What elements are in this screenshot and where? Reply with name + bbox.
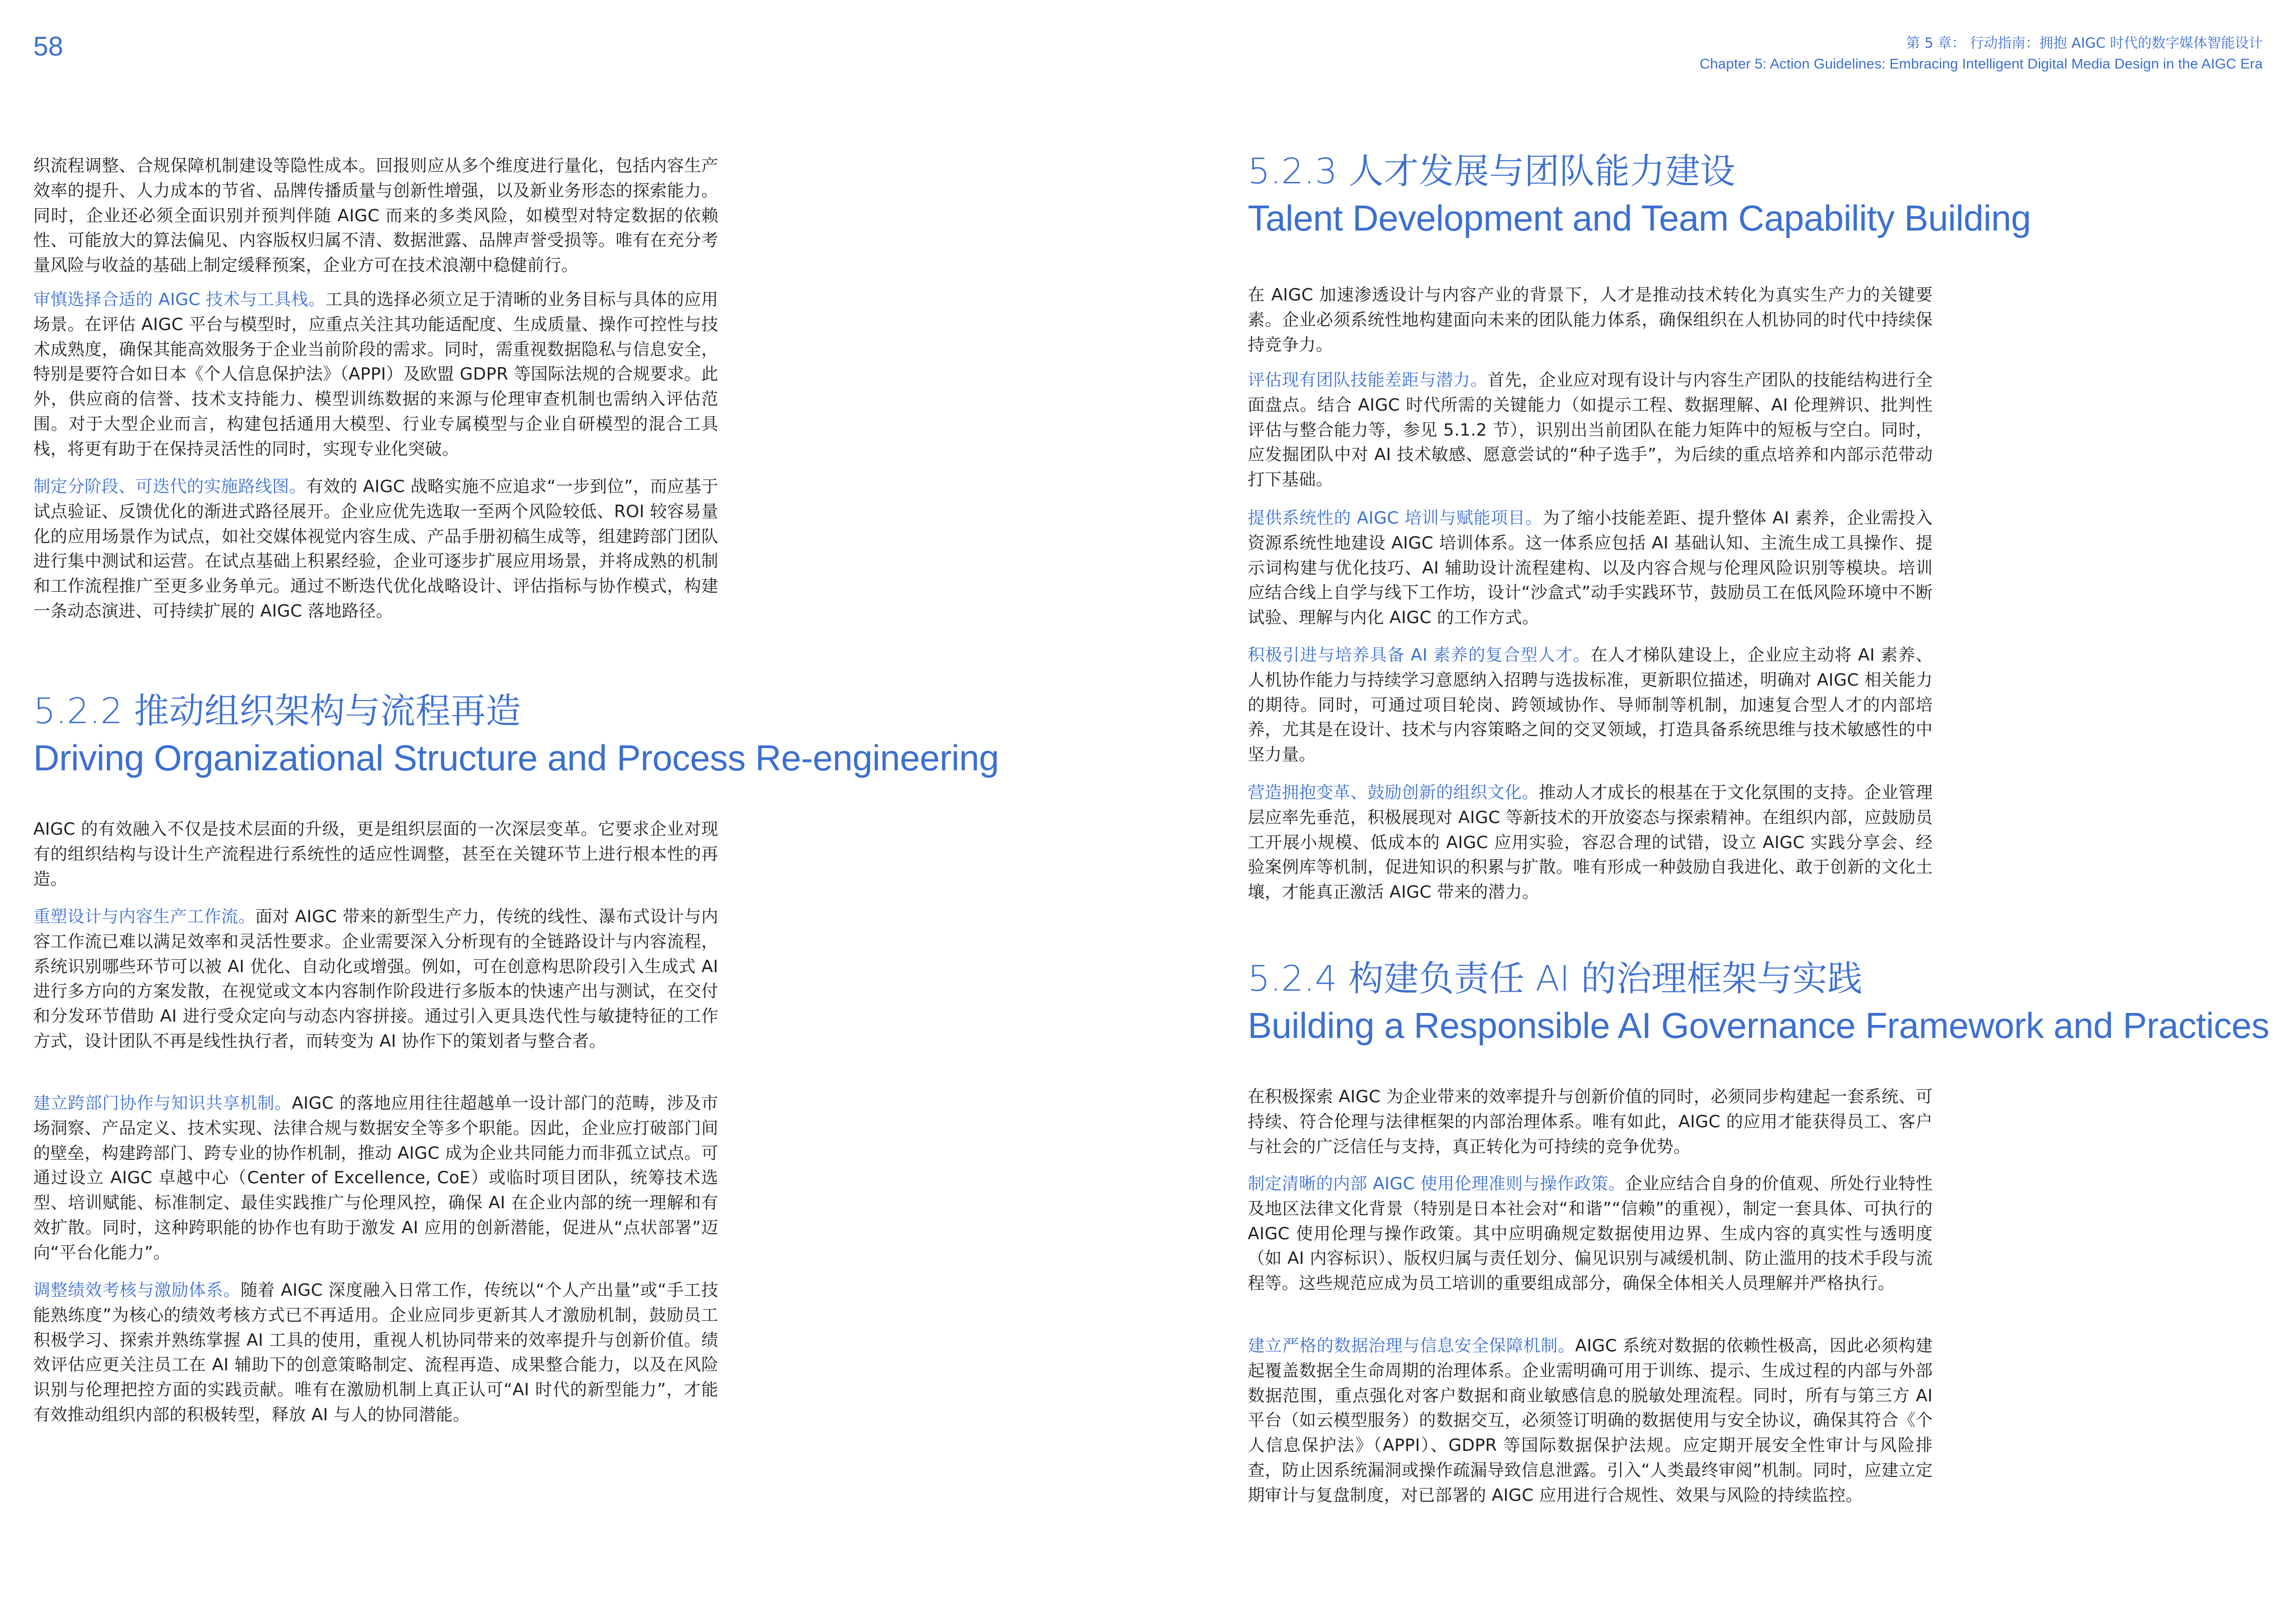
chapter-header (1699, 33, 2263, 74)
training-paragraph (1248, 506, 1933, 630)
paragraph-text: AIGC 的落地应用往往超越单一设计部门的范畴，涉及市场洞察、产品定义、技术实现、法律合规与数据安全等多个职能。因此，企业应打破部门间的壁垒，构建跨部门、跨专业的协作机制，推动 AIGC 成为企业共同能力而非孤立试点。可通过设立 AIGC 卓越中心（Center of Excellence, CoE）或临时项目团队，统筹技术选型、培训赋能、标准制定、最佳实践推广与伦理风控，确保 AI 在企业内部的统一理解和有效扩散。同时，这种跨职能的协作也有助于激发 AI 应用的创新潜能，促进从“点状部署”迈向“平台化能力”。 (33, 1093, 718, 1262)
paragraph-text: 企业应结合自身的价值观、所处行业特性及地区法律文化背景（特别是日本社会对“和谐”“信赖”的重视），制定一套具体、可执行的 AIGC 使用伦理与操作政策。其中应明确规定数据使用边界、生成内容的真实性与透明度（如 AI 内容标识）、版权归属与责任划分、偏见识别与减缓机制、防止滥用的技术手段与流程等。这些规范应成为员工培训的重要组成部分，确保全体相关人员理解并严格执行。 (1248, 1174, 1933, 1293)
section-title-en: Talent Development and Team Capability Building (1248, 198, 2031, 238)
data-governance-paragraph (1248, 1333, 1933, 1508)
paragraph-highlight: 评估现有团队技能差距与潜力。 (1248, 370, 1488, 390)
intro-paragraph (33, 153, 718, 278)
section-5-2-2-heading (33, 688, 999, 781)
paragraph-text: 为了缩小技能差距、提升整体 AI 素养，企业需投入资源系统性地建设 AIGC 培训体系。这一体系应包括 AI 基础认知、主流生成工具操作、提示词构建与优化技巧、AI 辅助设计流程建构、以及内容合规与伦理风险识别等模块。培训应结合线上自学与线下工作坊，设计“沙盒式”动手实践环节，鼓励员工在低风险环境中不断试验、理解与内化 AIGC 的工作方式。 (1248, 508, 1933, 628)
paragraph-text: 在人才梯队建设上，企业应主动将 AI 素养、人机协作能力与持续学习意愿纳入招聘与选拔标准，更新职位描述，明确对 AIGC 相关能力的期待。同时，可通过项目轮岗、跨领域协作、导师制等机制，加速复合型人才的内部培养，尤其是在设计、技术与内容策略之间的交叉领域，打造具备系统思维与技术敏感性的中坚力量。 (1248, 645, 1933, 765)
section-5-2-4-intro (1248, 1084, 1933, 1159)
paragraph-text: 织流程调整、合规保障机制建设等隐性成本。回报则应从多个维度进行量化，包括内容生产效率的提升、人力成本的节省、品牌传播质量与创新性增强，以及新业务形态的探索能力。同时，企业还必须全面识别并预判伴随 AIGC 而来的多类风险，如模型对特定数据的依赖性、可能放大的算法偏见、内容版权归属不清、数据泄露、品牌声誉受损等。唯有在充分考量风险与收益的基础上制定缓释预案，企业方可在技术浪潮中稳健前行。 (33, 156, 718, 275)
paragraph-text: 推动人才成长的根基在于文化氛围的支持。企业管理层应率先垂范，积极展现对 AIGC 等新技术的开放姿态与探索精神。在组织内部，应鼓励员工开展小规模、低成本的 AIGC 应用实验，容忍合理的试错，设立 AIGC 实践分享会、经验案例库等机制，促进知识的积累与扩散。唯有形成一种鼓励自我进化、敢于创新的文化土壤，才能真正激活 AIGC 带来的潜力。 (1248, 782, 1933, 902)
ethics-policy-paragraph (1248, 1171, 1933, 1296)
paragraph-text: AIGC 系统对数据的依赖性极高，因此必须构建起覆盖数据全生命周期的治理体系。企业需明确可用于训练、提示、生成过程的内部与外部数据范围，重点强化对客户数据和商业敏感信息的脱敏处理流程。同时，所有与第三方 AI 平台（如云模型服务）的数据交互，必须签订明确的数据使用与安全协议，确保其符合《个人信息保护法》（APPI）、GDPR 等国际数据保护法规。应定期开展安全性审计与风险排查，防止因系统漏洞或操作疏漏导致信息泄露。引入“人类最终审阅”机制。同时，应建立定期审计与复盘制度，对已部署的 AIGC 应用进行合规性、效果与风险的持续监控。 (1248, 1336, 1933, 1505)
culture-paragraph (1248, 780, 1933, 905)
paragraph-highlight: 制定分阶段、可迭代的实施路线图。 (33, 476, 306, 496)
paragraph-highlight: 提供系统性的 AIGC 培训与赋能项目。 (1248, 508, 1543, 528)
section-title-zh: 5.2.4 构建负责任 AI 的治理框架与实践 (1248, 958, 1863, 999)
talent-paragraph (1248, 643, 1933, 767)
section-title-zh: 5.2.3 人才发展与团队能力建设 (1248, 150, 1736, 192)
paragraph-text: 在 AIGC 加速渗透设计与内容产业的背景下，人才是推动技术转化为真实生产力的关键要素。企业必须系统性地构建面向未来的团队能力体系，确保组织在人机协同的时代中持续保持竞争力。 (1248, 285, 1933, 355)
paragraph-text: AIGC 的有效融入不仅是技术层面的升级，更是组织层面的一次深层变革。它要求企业对现有的组织结构与设计生产流程进行系统性的适应性调整，甚至在关键环节上进行根本性的再造。 (33, 819, 718, 889)
paragraph-highlight: 积极引进与培养具备 AI 素养的复合型人才。 (1248, 645, 1591, 665)
section-5-2-3-heading (1248, 148, 2031, 242)
collaboration-paragraph (33, 1091, 718, 1265)
paragraph-text: 随着 AIGC 深度融入日常工作，传统以“个人产出量”或“手工技能熟练度”为核心的绩效考核方式已不再适用。企业应同步更新其人才激励机制，鼓励员工积极学习、探索并熟练掌握 AI 工具的使用，重视人机协同带来的效率提升与创新价值。绩效评估应更关注员工在 AI 辅助下的创意策略制定、流程再造、成果整合能力，以及在风险识别与伦理把控方面的实践贡献。唯有在激励机制上真正认可“AI 时代的新型能力”，才能有效推动组织内部的积极转型，释放 AI 与人的协同潜能。 (33, 1280, 718, 1424)
paragraph-highlight: 建立跨部门协作与知识共享机制。 (33, 1093, 292, 1113)
section-5-2-3-intro (1248, 282, 1933, 357)
skill-gap-paragraph (1248, 368, 1933, 492)
paragraph-text: 有效的 AIGC 战略实施不应追求“一步到位”，而应基于试点验证、反馈优化的渐进式路径展开。企业应优先选取一至两个风险较低、ROI 较容易量化的应用场景作为试点，如社交媒体视觉内容生成、产品手册初稿生成等，组建跨部门团队进行集中测试和运营。在试点基础上积累经验，企业可逐步扩展应用场景，并将成熟的机制和工作流程推广至更多业务单元。通过不断迭代优化战略设计、评估指标与协作模式，构建一条动态演进、可持续扩展的 AIGC 落地路径。 (33, 476, 718, 621)
page-number: 58 (33, 31, 63, 62)
section-title-en: Building a Responsible AI Governance Framework and Practices (1248, 1005, 2270, 1046)
chapter-title-en: Chapter 5: Action Guidelines: Embracing Intelligent Digital Media Design in the AIGC Era (1699, 56, 2263, 72)
section-title-en: Driving Organizational Structure and Process Re-engineering (33, 737, 999, 778)
paragraph-text: 面对 AIGC 带来的新型生产力，传统的线性、瀑布式设计与内容工作流已难以满足效率和灵活性要求。企业需要深入分析现有的全链路设计与内容流程，系统识别哪些环节可以被 AI 优化、自动化或增强。例如，可在创意构思阶段引入生成式 AI 进行多方向的方案发散，在视觉或文本内容制作阶段进行多版本的快速产出与测试，在交付和分发环节借助 AI 进行受众定向与动态内容拼接。通过引入更具迭代性与敏捷特征的工作方式，设计团队不再是线性执行者，而转变为 AI 协作下的策划者与整合者。 (33, 906, 718, 1051)
workflow-paragraph (33, 904, 718, 1054)
paragraph-text: 在积极探索 AIGC 为企业带来的效率提升与创新价值的同时，必须同步构建起一套系统、可持续、符合伦理与法律框架的内部治理体系。唯有如此，AIGC 的应用才能获得员工、客户与社会的广泛信任与支持，真正转化为可持续的竞争优势。 (1248, 1087, 1933, 1156)
paragraph-highlight: 审慎选择合适的 AIGC 技术与工具栈。 (33, 289, 326, 309)
section-5-2-4-heading (1248, 956, 2269, 1049)
paragraph-highlight: 制定清晰的内部 AIGC 使用伦理准则与操作政策。 (1248, 1174, 1625, 1193)
chapter-title-zh: 第 5 章： 行动指南：拥抱 AIGC 时代的数字媒体智能设计 (1906, 35, 2263, 51)
paragraph-highlight: 建立严格的数据治理与信息安全保障机制。 (1248, 1336, 1575, 1355)
paragraph-highlight: 调整绩效考核与激励体系。 (33, 1280, 241, 1300)
section-5-2-2-intro (33, 817, 718, 891)
section-title-zh: 5.2.2 推动组织架构与流程再造 (33, 690, 521, 731)
paragraph-highlight: 营造拥抱变革、鼓励创新的组织文化。 (1248, 782, 1539, 802)
roadmap-paragraph (33, 474, 718, 624)
performance-paragraph (33, 1278, 718, 1427)
tool-selection-paragraph (33, 287, 718, 462)
paragraph-text: 首先，企业应对现有设计与内容生产团队的技能结构进行全面盘点。结合 AIGC 时代所需的关键能力（如提示工程、数据理解、AI 伦理辨识、批判性评估与整合能力等，参见 5.1.2 节），识别出当前团队在能力矩阵中的短板与空白。同时，应发掘团队中对 AI 技术敏感、愿意尝试的“种子选手”，为后续的重点培养和内部示范带动打下基础。 (1248, 370, 1933, 490)
paragraph-highlight: 重塑设计与内容生产工作流。 (33, 906, 255, 926)
paragraph-text: 工具的选择必须立足于清晰的业务目标与具体的应用场景。在评估 AIGC 平台与模型时，应重点关注其功能适配度、生成质量、操作可控性与技术成熟度，确保其能高效服务于企业当前阶段的需求。同时，需重视数据隐私与信息安全，特别是要符合如日本《个人信息保护法》（APPI）及欧盟 GDPR 等国际法规的合规要求。此外，供应商的信誉、技术支持能力、模型训练数据的来源与伦理审查机制也需纳入评估范围。对于大型企业而言，构建包括通用大模型、行业专属模型与企业自研模型的混合工具栈，将更有助于在保持灵活性的同时，实现专业化突破。 (33, 289, 718, 459)
